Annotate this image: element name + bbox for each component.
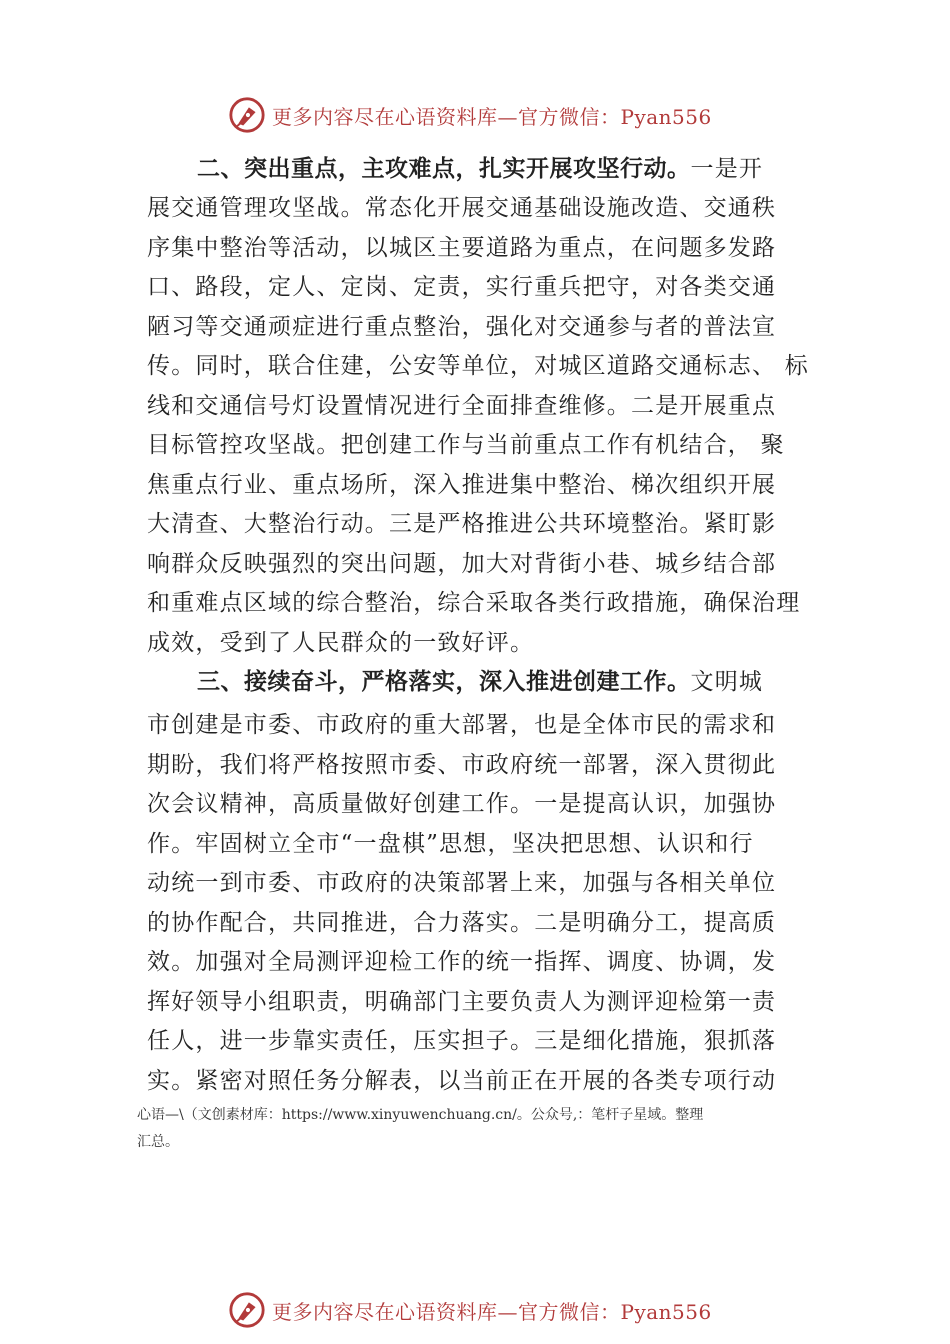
paragraph-line: 口、路段，定人、定岗、定责，实行重兵把守，对各类交通 [147, 274, 777, 300]
paragraph-line: 大清查、大整治行动。三是严格推进公共环境整治。紧盯影 [147, 511, 777, 537]
paragraph-heading: 二、突出重点，主攻难点，扎实开展攻坚行动。 [197, 156, 691, 182]
paragraph-line: 动统一到市委、市政府的决策部署上来，加强与各相关单位 [147, 870, 777, 896]
footnote-line-2: 汇总。 [137, 1134, 179, 1150]
paragraph-line: 响群众反映强烈的突出问题，加大对背街小巷、城乡结合部 [147, 551, 777, 577]
paragraph-line: 线和交通信号灯设置情况进行全面排查维修。二是开展重点 [147, 393, 777, 419]
footnote-line-1: 心语—\（文创素材库：https://www.xinyuwenchuang.cn/。公众号,：笔杆子星域。整理 [137, 1107, 704, 1123]
paragraph-line: 成效，受到了人民群众的一致好评。 [147, 630, 535, 656]
banner-text: 更多内容尽在心语资料库—官方微信：Pyan556 [272, 104, 712, 129]
paragraph-line: 作。牢固树立全市“一盘棋”思想，坚决把思想、认识和行 [147, 831, 754, 857]
paragraph-line: 目标管控攻坚战。把创建工作与当前重点工作有机结合， 聚 [147, 432, 785, 458]
paragraph-line: 二、突出重点，主攻难点，扎实开展攻坚行动。一是开 [197, 156, 764, 182]
header-banner [228, 95, 748, 135]
paragraph-line: 展交通管理攻坚战。常态化开展交通基础设施改造、交通秩 [147, 195, 777, 221]
paragraph-line: 挥好领导小组职责，明确部门主要负责人为测评迎检第一责 [147, 989, 777, 1015]
footer-banner [228, 1290, 748, 1330]
paragraph-line: 陋习等交通顽症进行重点整治，强化对交通参与者的普法宣 [147, 314, 777, 340]
paragraph-line: 市创建是市委、市政府的重大部署，也是全体市民的需求和 [147, 712, 777, 738]
paragraph-line: 实。紧密对照任务分解表，以当前正在开展的各类专项行动 [147, 1068, 777, 1094]
paragraph-line: 期盼，我们将严格按照市委、市政府统一部署，深入贯彻此 [147, 752, 777, 778]
paragraph-line: 传。同时，联合住建，公安等单位，对城区道路交通标志、 标 [147, 353, 809, 379]
pen-nib-logo-icon [228, 1291, 266, 1329]
paragraph-line: 的协作配合，共同推进，合力落实。二是明确分工，提高质 [147, 910, 777, 936]
banner-text: 更多内容尽在心语资料库—官方微信：Pyan556 [272, 1299, 712, 1324]
paragraph-line: 效。加强对全局测评迎检工作的统一指挥、调度、协调，发 [147, 949, 777, 975]
paragraph-line: 次会议精神，高质量做好创建工作。一是提高认识，加强协 [147, 791, 777, 817]
paragraph-line: 三、接续奋斗，严格落实，深入推进创建工作。文明城 [197, 669, 764, 695]
paragraph-heading: 三、接续奋斗，严格落实，深入推进创建工作。 [197, 669, 691, 695]
paragraph-line: 和重难点区域的综合整治，综合采取各类行政措施，确保治理 [147, 590, 801, 616]
paragraph-line: 序集中整治等活动，以城区主要道路为重点，在问题多发路 [147, 235, 777, 261]
pen-nib-logo-icon [228, 96, 266, 134]
paragraph-line: 任人，进一步靠实责任，压实担子。三是细化措施，狠抓落 [147, 1028, 777, 1054]
paragraph-line: 焦重点行业、重点场所，深入推进集中整治、梯次组织开展 [147, 472, 777, 498]
